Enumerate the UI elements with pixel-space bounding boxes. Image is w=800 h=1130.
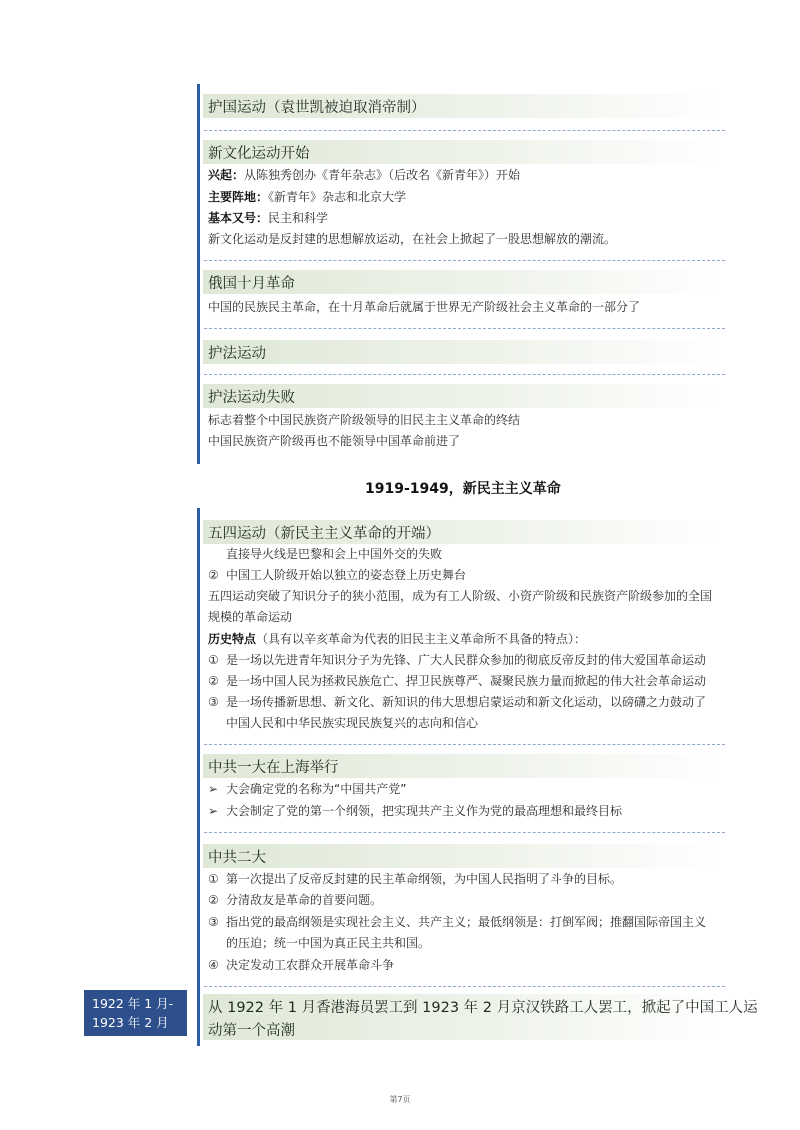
marker: ② bbox=[208, 674, 219, 688]
text: 分清敌友是革命的首要问题。 bbox=[226, 893, 383, 907]
section-title-cpc1: 中共一大在上海举行 bbox=[208, 760, 339, 776]
text: 从陈独秀创办《青年杂志》（后改名《新青年》）开始 bbox=[244, 168, 521, 182]
text: 民主和科学 bbox=[268, 211, 329, 225]
cpc2-item2 bbox=[208, 892, 382, 908]
marker: ② bbox=[208, 893, 219, 907]
may4-feature-3-cont: 中国人民和中华民族实现民族复兴的志向和信心 bbox=[226, 716, 479, 730]
may4-feature-3 bbox=[208, 694, 706, 710]
strike-line1: 从 1922 年 1 月香港海员罢工到 1923 年 2 月京汉铁路工人罢工，掀起了中国工人运 bbox=[208, 1000, 758, 1016]
cpc2-item3 bbox=[208, 914, 706, 930]
hufa-fail-line2: 中国民族资产阶级再也不能领导中国革命前进了 bbox=[208, 434, 461, 448]
new-culture-base bbox=[208, 189, 406, 205]
marker: ④ bbox=[208, 958, 219, 972]
section-title-huguo: 护国运动（袁世凯被迫取消帝制） bbox=[208, 100, 426, 116]
may4-feature-1 bbox=[208, 652, 706, 668]
timeline-block-1919-1949 bbox=[197, 508, 758, 1046]
marker: ② bbox=[208, 568, 219, 582]
cpc2-item1 bbox=[208, 871, 622, 887]
text: 大会制定了党的第一个纲领，把实现共产主义作为党的最高理想和最终目标 bbox=[226, 804, 623, 818]
section-title-band bbox=[203, 340, 725, 364]
may4-summary1: 五四运动突破了知识分子的狭小范围，成为有工人阶级、小资产阶级和民族资产阶级参加的全国 bbox=[208, 589, 713, 603]
cpc2-item3-cont: 的压迫；统一中国为真正民主共和国。 bbox=[226, 936, 431, 950]
text: 《新青年》杂志和北京大学 bbox=[268, 190, 407, 204]
date-line2: 1923 年 2 月 bbox=[92, 1015, 169, 1030]
text: 是一场传播新思想、新文化、新知识的伟大思想启蒙运动和新文化运动，以磅礴之力鼓动了 bbox=[226, 695, 707, 709]
text: 是一场中国人民为拯救民族危亡、捍卫民族尊严、凝聚民族力量而掀起的伟大社会革命运动 bbox=[226, 674, 707, 688]
text: （具有以辛亥革命为代表的旧民主主义革命所不具备的特点）： bbox=[256, 632, 587, 646]
cpc2-item4 bbox=[208, 957, 394, 973]
new-culture-summary: 新文化运动是反封建的思想解放运动，在社会上掀起了一股思想解放的潮流。 bbox=[208, 232, 617, 246]
bullet-arrow-icon: ➢ bbox=[208, 804, 219, 818]
may4-item1: 直接导火线是巴黎和会上中国外交的失败 bbox=[226, 547, 443, 561]
bullet-arrow-icon: ➢ bbox=[208, 782, 219, 796]
may4-feature-2 bbox=[208, 673, 706, 689]
new-culture-slogan bbox=[208, 210, 328, 226]
date-line1: 1922 年 1 月- bbox=[92, 996, 174, 1011]
section-divider bbox=[204, 328, 725, 329]
label: 历史特点 bbox=[208, 632, 257, 646]
strike-line2: 动第一个高潮 bbox=[208, 1023, 295, 1039]
cpc1-item2 bbox=[208, 803, 622, 819]
label: 基本又号： bbox=[208, 211, 269, 225]
marker: ③ bbox=[208, 695, 219, 709]
may4-item2 bbox=[208, 567, 466, 583]
may4-feature-heading bbox=[208, 631, 586, 647]
section-divider bbox=[204, 130, 725, 131]
october-text: 中国的民族民主革命，在十月革命后就属于世界无产阶级社会主义革命的一部分了 bbox=[208, 300, 641, 314]
section-divider bbox=[204, 260, 725, 261]
text: 指出党的最高纲领是实现社会主义、共产主义；最低纲领是：打倒军阀；推翻国际帝国主义 bbox=[226, 915, 707, 929]
section-title-hufa: 护法运动 bbox=[208, 346, 266, 362]
section-title-new-culture: 新文化运动开始 bbox=[208, 146, 310, 162]
marker: ③ bbox=[208, 915, 219, 929]
date-label-box bbox=[84, 990, 187, 1036]
period-heading: 1919-1949，新民主主义革命 bbox=[365, 481, 561, 497]
may4-summary2: 规模的革命运动 bbox=[208, 610, 293, 624]
marker: ① bbox=[208, 872, 219, 886]
section-divider bbox=[204, 832, 725, 833]
section-title-may4: 五四运动（新民主主义革命的开端） bbox=[208, 526, 440, 542]
label: 兴起： bbox=[208, 168, 245, 182]
text: 是一场以先进青年知识分子为先锋、广大人民群众参加的彻底反帝反封的伟大爱国革命运动 bbox=[226, 653, 707, 667]
label: 主要阵地： bbox=[208, 190, 269, 204]
text: 大会确定党的名称为“中国共产党” bbox=[226, 782, 407, 796]
page-number: 第7页 bbox=[389, 1095, 411, 1104]
text: 决定发动工农群众开展革命斗争 bbox=[226, 958, 395, 972]
section-divider bbox=[204, 374, 725, 375]
section-title-hufa-fail: 护法运动失败 bbox=[208, 390, 295, 406]
section-title-cpc2: 中共二大 bbox=[208, 850, 266, 866]
marker: ① bbox=[208, 653, 219, 667]
cpc1-item1 bbox=[208, 781, 406, 797]
text: 中国工人阶级开始以独立的姿态登上历史舞台 bbox=[226, 568, 467, 582]
section-divider bbox=[204, 744, 725, 745]
section-divider bbox=[204, 986, 725, 987]
hufa-fail-line1: 标志着整个中国民族资产阶级领导的旧民主主义革命的终结 bbox=[208, 413, 521, 427]
text: 第一次提出了反帝反封建的民主革命纲领，为中国人民指明了斗争的目标。 bbox=[226, 872, 623, 886]
timeline-block-1911-1919 bbox=[197, 84, 725, 464]
section-title-october: 俄国十月革命 bbox=[208, 276, 295, 292]
new-culture-rise bbox=[208, 167, 520, 183]
section-title-band bbox=[203, 844, 725, 868]
